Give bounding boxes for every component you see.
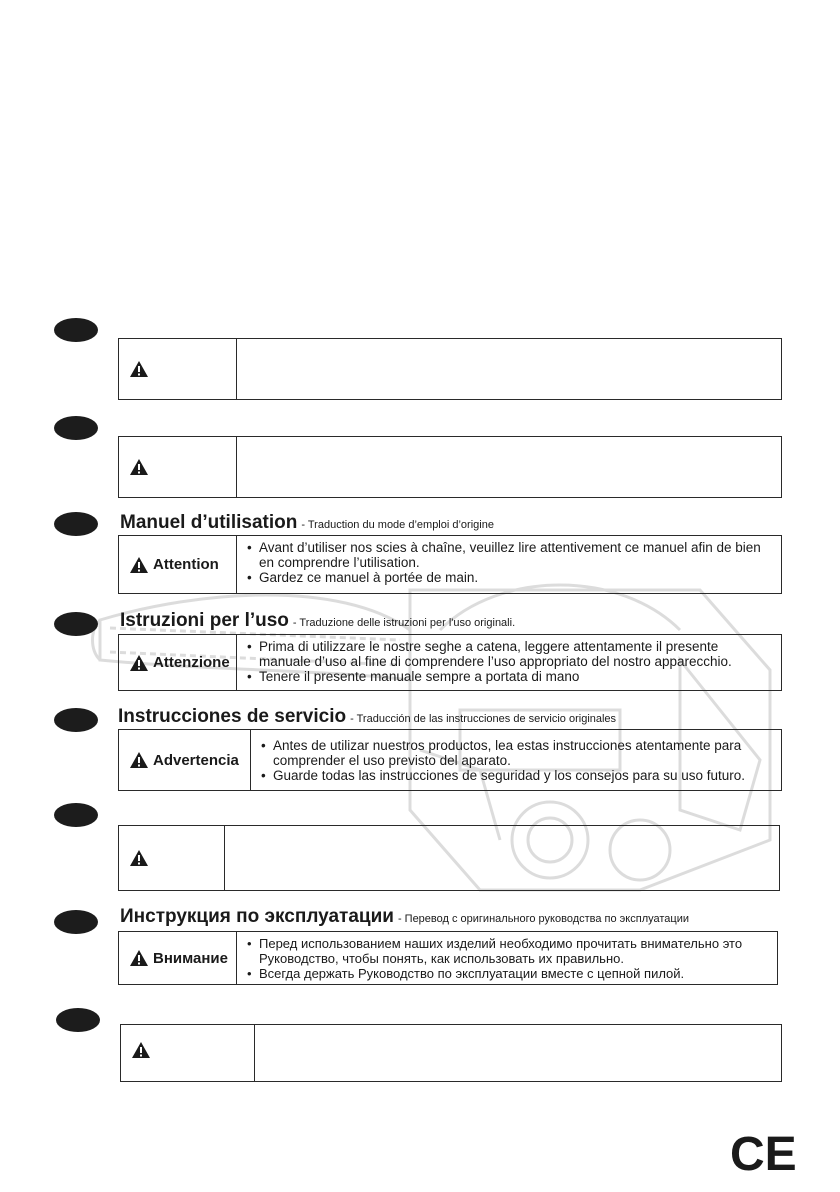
section-title: Manuel d’utilisation (120, 512, 298, 533)
warning-label (119, 536, 237, 593)
warning-label-text: Внимание (153, 949, 228, 967)
warning-triangle-icon (129, 458, 149, 476)
list-item: • Tenere il presente manuale sempre a portata di mano (245, 669, 773, 684)
language-badge-icon (56, 1008, 100, 1032)
ce-mark-icon (730, 1128, 797, 1181)
section-heading (120, 610, 515, 632)
warning-text (237, 437, 781, 497)
warning-triangle-icon (129, 654, 149, 672)
warning-box (118, 436, 782, 498)
list-item: • Avant d’utiliser nos scies à chaîne, veuillez lire attentivement ce manuel afin de bien en comprendre l’utilisation. (245, 540, 773, 570)
section-title: Istruzioni per l’uso (120, 610, 289, 631)
warning-triangle-icon (129, 949, 149, 967)
warning-box (118, 535, 782, 594)
warning-label (119, 932, 237, 984)
warning-label (119, 437, 237, 497)
language-badge-icon (54, 708, 98, 732)
section-subtitle: - Traduction du mode d’emploi d’origine (301, 519, 494, 531)
section-subtitle: - Перевод с оригинального руководства по эксплуатации (397, 913, 689, 925)
language-badge-icon (54, 803, 98, 827)
warning-box (118, 729, 782, 791)
list-item: • Gardez ce manuel à portée de main. (245, 570, 773, 585)
warning-box (120, 1024, 782, 1082)
language-badge-icon (54, 416, 98, 440)
section-subtitle: - Traduzione delle istruzioni per l'uso originali. (292, 617, 516, 629)
warning-text (237, 536, 781, 593)
warning-text (237, 635, 781, 690)
language-badge-icon (54, 512, 98, 536)
section-heading (118, 706, 616, 728)
warning-triangle-icon (129, 849, 149, 867)
section-heading (120, 512, 494, 534)
section-title: Инструкция по эксплуатации (120, 906, 394, 927)
warning-label-text: Attention (153, 556, 219, 573)
warning-label-text: Attenzione (153, 654, 230, 671)
list-item: • Guarde todas las instrucciones de seguridad y los consejos para su uso futuro. (259, 768, 773, 783)
warning-text (237, 339, 781, 399)
section-subtitle: - Traducción de las instrucciones de servicio originales (350, 713, 617, 725)
warning-text (237, 932, 777, 984)
list-item: • Всегда держать Руководство по эксплуатации вместе с цепной пилой. (245, 966, 769, 981)
list-item: • Перед использованием наших изделий необходимо прочитать внимательно это Руководство, чтобы понять, как использовать их правильно. (245, 936, 769, 966)
warning-text (225, 826, 779, 890)
ce-mark-text: CE (730, 1128, 797, 1181)
warning-label (119, 339, 237, 399)
section-title: Instrucciones de servicio (118, 706, 347, 727)
warning-triangle-icon (129, 360, 149, 378)
warning-label-text: Advertencia (153, 751, 239, 769)
warning-box (118, 931, 778, 985)
language-badge-icon (54, 910, 98, 934)
warning-text (251, 730, 781, 790)
warning-text (255, 1025, 781, 1081)
list-item: • Prima di utilizzare le nostre seghe a catena, leggere attentamente il presente manuale d’uso al fine di comprendere l’uso appropriato del nostro apparecchio. (245, 639, 773, 669)
language-badge-icon (54, 318, 98, 342)
warning-label (119, 635, 237, 690)
warning-label (119, 826, 225, 890)
warning-box (118, 634, 782, 691)
warning-triangle-icon (129, 751, 149, 769)
language-badge-icon (54, 612, 98, 636)
warning-label (119, 730, 251, 790)
section-heading (120, 906, 689, 928)
list-item: • Antes de utilizar nuestros productos, lea estas instrucciones atentamente para comprender el uso previsto del aparato. (259, 738, 773, 768)
warning-triangle-icon (129, 556, 149, 574)
warning-label (121, 1025, 255, 1081)
warning-box (118, 338, 782, 400)
warning-box (118, 825, 780, 891)
warning-triangle-icon (131, 1041, 151, 1059)
